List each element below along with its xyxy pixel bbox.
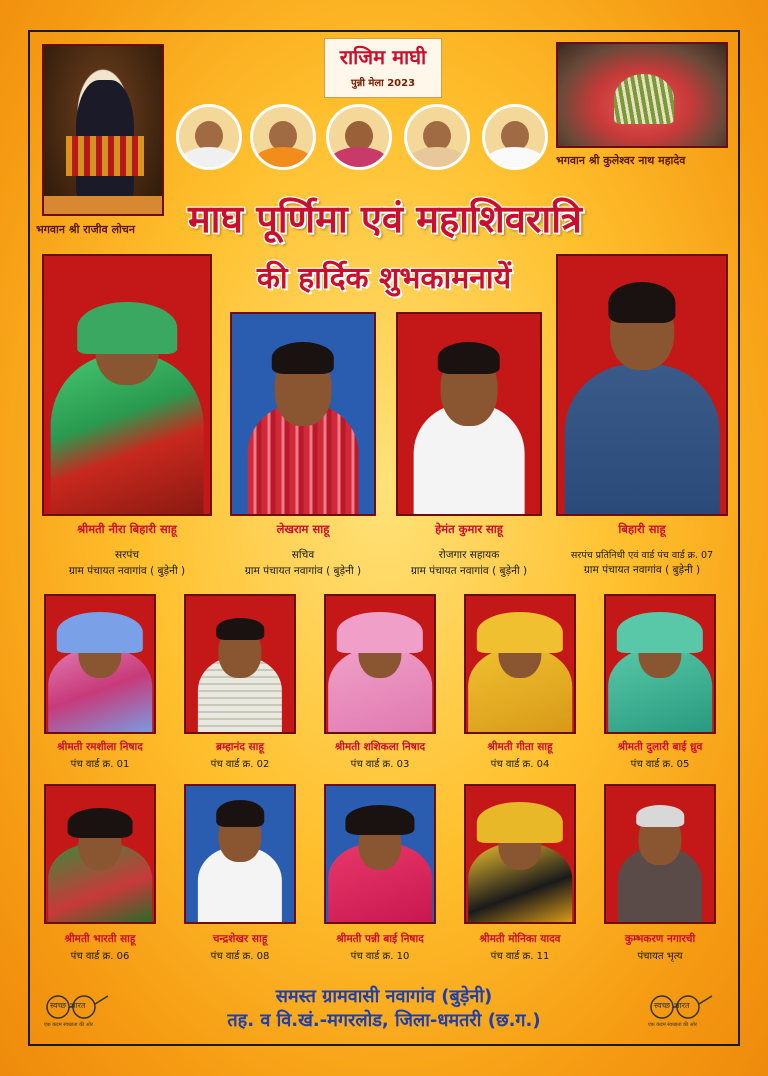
panch-name: ब्रम्हानंद साहू xyxy=(216,741,264,753)
panch-caption-3 xyxy=(310,740,450,770)
panch-ward: पंच वार्ड क्र. 10 xyxy=(350,951,410,962)
footer-address: तह. व वि.खं.-मगरलोड, जिला-धमतरी (छ.ग.) xyxy=(227,1010,541,1031)
panch-photo-10 xyxy=(604,784,716,924)
official-name: लेखराम साहू xyxy=(276,522,330,536)
panch-caption-6 xyxy=(30,932,170,962)
panch-ward: पंच वार्ड क्र. 05 xyxy=(630,759,690,770)
deity-kuleshwar-image xyxy=(556,42,728,148)
panch-caption-9 xyxy=(450,932,590,962)
subheadline: की हार्दिक शुभकामनायें xyxy=(256,261,512,296)
swachh-tagline: एक कदम स्वच्छता की ओर xyxy=(648,1022,697,1028)
official-caption-4 xyxy=(556,522,728,537)
official-name: बिहारी साहू xyxy=(618,522,666,536)
panch-caption-7 xyxy=(170,932,310,962)
event-logo-subtitle: पुन्नी मेला 2023 xyxy=(350,78,416,89)
official-name: हेमंत कुमार साहू xyxy=(435,522,503,536)
bharat-word: भारत xyxy=(674,1001,690,1010)
panch-name: श्रीमती भारती साहू xyxy=(64,933,136,945)
official-role: सरपंच प्रतिनिधी एवं वार्ड पंच वार्ड क्र. 07 xyxy=(570,550,714,561)
panch-name: कुम्भकरण नगारची xyxy=(624,933,696,945)
official-role-3 xyxy=(388,546,550,578)
panch-photo-8 xyxy=(324,784,436,924)
official-caption-1 xyxy=(42,522,212,537)
panch-caption-1 xyxy=(30,740,170,770)
panch-caption-4 xyxy=(450,740,590,770)
panch-name: श्रीमती दुलारी बाई ध्रुव xyxy=(617,741,703,753)
panch-photo-3 xyxy=(324,594,436,734)
official-photo-2 xyxy=(230,312,376,516)
leader-portrait-4 xyxy=(404,104,470,170)
panch-ward: पंच वार्ड क्र. 06 xyxy=(70,951,130,962)
official-role-1 xyxy=(42,546,212,578)
panch-name: चन्द्रशेखर साहू xyxy=(212,933,268,945)
official-caption-3 xyxy=(388,522,550,537)
leader-portrait-5 xyxy=(482,104,548,170)
official-role: सचिव xyxy=(291,549,315,561)
panch-ward: पंचायत भृत्य xyxy=(637,951,683,962)
panch-ward: पंच वार्ड क्र. 01 xyxy=(70,759,130,770)
deity-right-caption: भगवान श्री कुलेश्वर नाथ महादेव xyxy=(556,154,686,167)
official-photo-3 xyxy=(396,312,542,516)
panch-name: श्रीमती गीता साहू xyxy=(487,741,553,753)
event-logo xyxy=(324,38,442,98)
panch-photo-7 xyxy=(184,784,296,924)
panch-caption-2 xyxy=(170,740,310,770)
panch-caption-5 xyxy=(590,740,730,770)
official-photo-4 xyxy=(556,254,728,516)
panch-caption-10 xyxy=(590,932,730,962)
official-place: ग्राम पंचायत नवागांव ( बुड़ेनी ) xyxy=(244,565,362,577)
deity-left-caption: भगवान श्री राजीव लोचन xyxy=(36,223,135,236)
bharat-word: भारत xyxy=(70,1001,86,1010)
official-place: ग्राम पंचायत नवागांव ( बुड़ेनी ) xyxy=(68,565,186,577)
official-name: श्रीमती नीरा बिहारी साहू xyxy=(77,522,177,536)
official-role: रोजगार सहायक xyxy=(438,549,500,561)
panch-ward: पंच वार्ड क्र. 04 xyxy=(490,759,550,770)
swachh-word: स्वच्छ xyxy=(50,1001,67,1010)
panch-ward: पंच वार्ड क्र. 03 xyxy=(350,759,410,770)
panch-name: श्रीमती पन्नी बाई निषाद xyxy=(336,933,424,945)
event-logo-title: राजिम माघी xyxy=(339,45,427,69)
panch-name: श्रीमती शशिकला निषाद xyxy=(334,741,426,753)
deity-rajiv-lochan-image xyxy=(42,44,164,216)
leader-portrait-2 xyxy=(250,104,316,170)
panch-name: श्रीमती रमशीला निषाद xyxy=(57,741,143,753)
leader-portrait-1 xyxy=(176,104,242,170)
swachh-tagline: एक कदम स्वच्छता की ओर xyxy=(44,1022,93,1028)
panch-ward: पंच वार्ड क्र. 02 xyxy=(210,759,270,770)
official-photo-1 xyxy=(42,254,212,516)
panch-ward: पंच वार्ड क्र. 08 xyxy=(210,951,270,962)
panch-name: श्रीमती मोनिका यादव xyxy=(479,933,561,945)
headline: माघ पूर्णिमा एवं महाशिवरात्रि xyxy=(187,197,583,241)
official-role: सरपंच xyxy=(114,549,140,561)
panch-photo-6 xyxy=(44,784,156,924)
footer-villagers: समस्त ग्रामवासी नवागांव (बुड़ेनी) xyxy=(275,986,493,1007)
official-role-4 xyxy=(548,546,736,577)
panch-photo-1 xyxy=(44,594,156,734)
official-role-2 xyxy=(222,546,384,578)
panch-photo-5 xyxy=(604,594,716,734)
official-caption-2 xyxy=(222,522,384,537)
panch-caption-8 xyxy=(310,932,450,962)
official-place: ग्राम पंचायत नवागांव ( बुड़ेनी ) xyxy=(583,564,701,576)
panch-photo-4 xyxy=(464,594,576,734)
swachh-bharat-logo-right xyxy=(644,992,714,1032)
official-place: ग्राम पंचायत नवागांव ( बुड़ेनी ) xyxy=(410,565,528,577)
panch-photo-2 xyxy=(184,594,296,734)
panch-ward: पंच वार्ड क्र. 11 xyxy=(490,951,550,962)
swachh-bharat-logo-left xyxy=(40,992,110,1032)
leader-portrait-3 xyxy=(326,104,392,170)
panch-photo-9 xyxy=(464,784,576,924)
swachh-word: स्वच्छ xyxy=(654,1001,671,1010)
